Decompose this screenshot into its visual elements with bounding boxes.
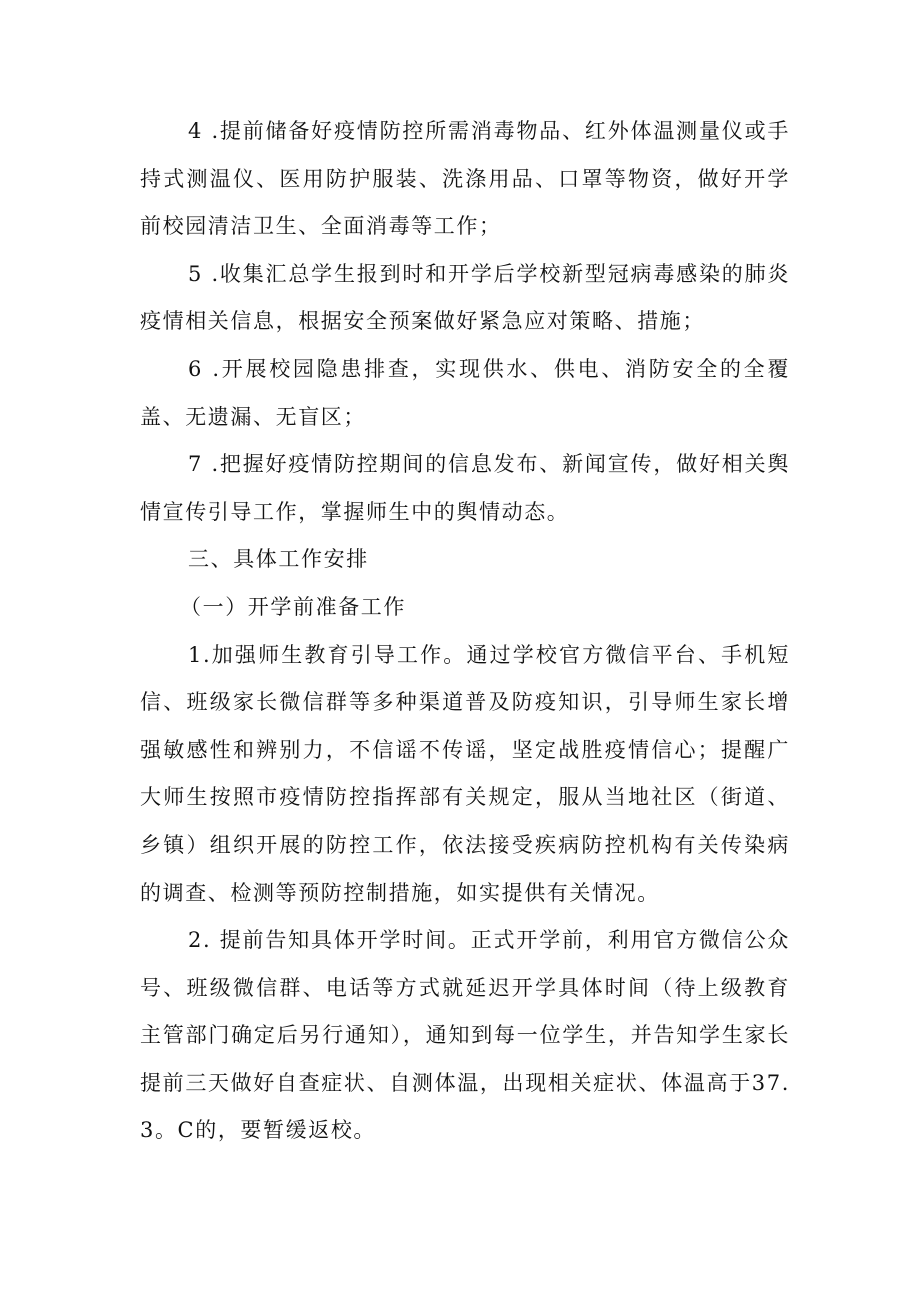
document-body bbox=[140, 108, 790, 1155]
paragraph-item-7: 7 .把握好疫情防控期间的信息发布、新闻宣传，做好相关舆情宣传引导工作，掌握师生中的舆情动态。 bbox=[140, 452, 790, 524]
paragraph-task-1: 1.加强师生教育引导工作。通过学校官方微信平台、手机短信、班级家长微信群等多种渠道普及防疫知识，引导师生家长增强敏感性和辨别力，不信谣不传谣，坚定战胜疫情信心；提醒广大师生按照市疫情防控指挥部有关规定，服从当地社区（街道、乡镇）组织开展的防控工作，依法接受疾病防控机构有关传染病的调查、检测等预防控制措施，如实提供有关情况。 bbox=[140, 642, 790, 905]
paragraph-item-4: 4 .提前储备好疫情防控所需消毒物品、红外体温测量仪或手持式测温仪、医用防护服装、洗涤用品、口罩等物资，做好开学前校园清洁卫生、全面消毒等工作； bbox=[140, 119, 790, 239]
paragraph-task-2: 2. 提前告知具体开学时间。正式开学前，利用官方微信公众号、班级微信群、电话等方式就延迟开学具体时间（待上级教育主管部门确定后另行通知），通知到每一位学生，并告知学生家长提前三天做好自查症状、自测体温，出现相关症状、体温高于37.3。C的，要暂缓返校。 bbox=[140, 928, 790, 1143]
section-heading: 三、具体工作安排 bbox=[188, 547, 369, 572]
paragraph-item-6: 6 .开展校园隐患排查，实现供水、供电、消防安全的全覆盖、无遗漏、无盲区； bbox=[140, 356, 790, 429]
subsection-heading: （一）开学前准备工作 bbox=[180, 594, 406, 619]
paragraph-item-5: 5 .收集汇总学生报到时和开学后学校新型冠病毒感染的肺炎疫情相关信息，根据安全预案做好紧急应对策略、措施； bbox=[140, 261, 790, 334]
